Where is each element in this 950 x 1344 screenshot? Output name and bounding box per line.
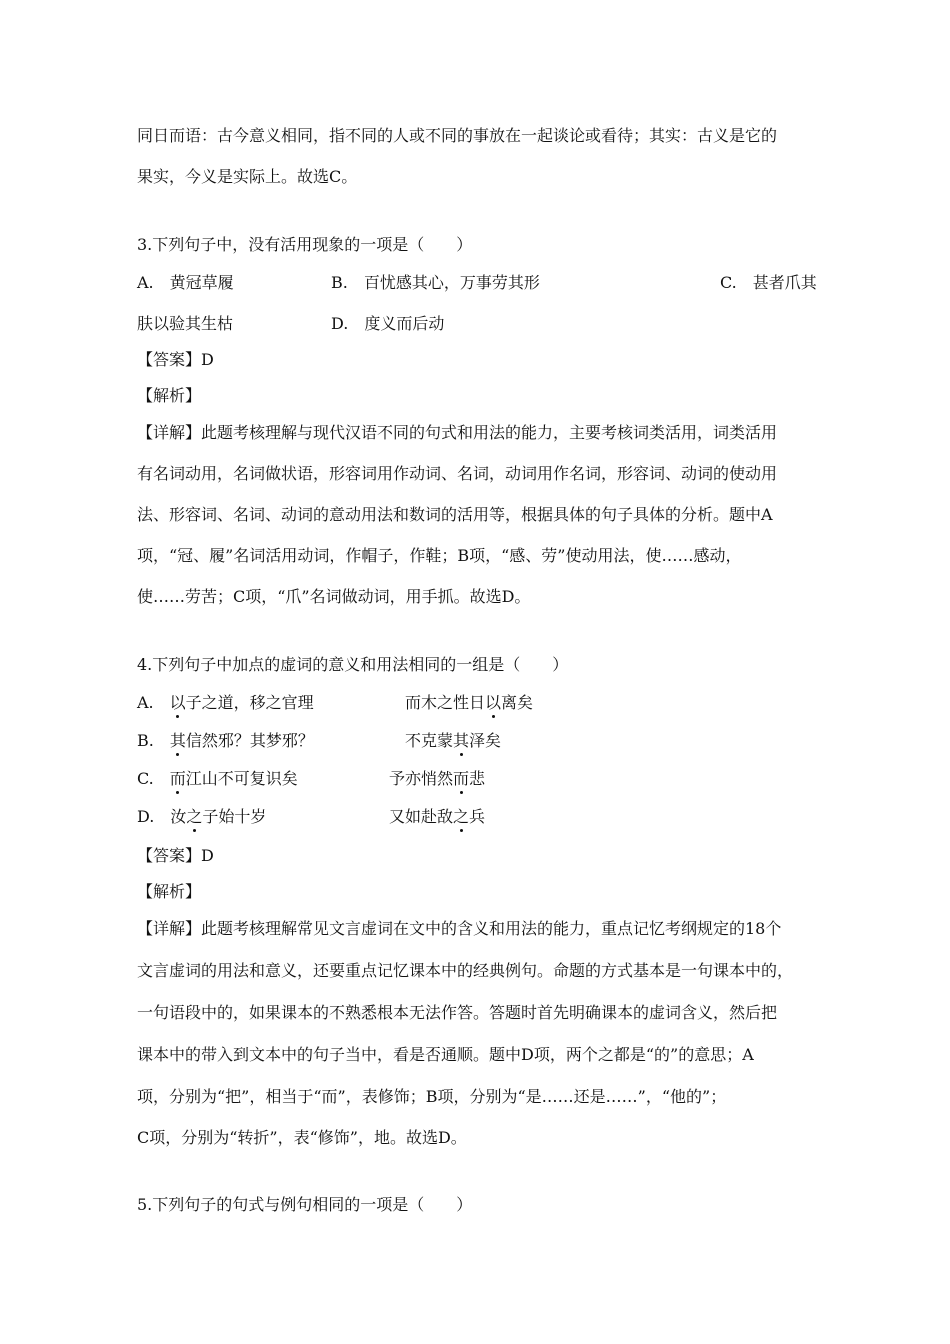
q4-stem: 4.下列句子中加点的虚词的意义和用法相同的一组是（ ） <box>137 655 569 674</box>
q3-option-a: A. 黄冠草履 <box>137 273 234 292</box>
q3-stem: 3.下列句子中，没有活用现象的一项是（ ） <box>137 235 473 254</box>
q4-detail-line: C项，分别为“转折”，表“修饰”，地。故选D。 <box>137 1128 467 1147</box>
q4-option-label: C. <box>137 769 154 788</box>
q4-detail-line: 文言虚词的用法和意义，还要重点记忆课本中的经典例句。命题的方式基本是一句课本中的， <box>137 961 794 980</box>
q4-detail-line: 【详解】此题考核理解常见文言虚词在文中的含义和用法的能力，重点记忆考纲规定的18个 <box>137 919 782 938</box>
q4-option-d-left: D. 汝之子始十岁 <box>137 807 267 826</box>
q3-answer: 【答案】D <box>137 350 214 369</box>
q4-option-label: B. <box>137 731 154 750</box>
dotted-word: 其 <box>453 731 470 750</box>
dotted-word: 以 <box>169 693 186 712</box>
q4-answer: 【答案】D <box>137 846 214 865</box>
q3-detail-line: 使……劳苦；C项，“爪”名词做动词，用手抓。故选D。 <box>137 587 531 606</box>
dotted-word: 而 <box>453 769 470 788</box>
dotted-word: 之 <box>453 807 470 826</box>
q5-stem: 5.下列句子的句式与例句相同的一项是（ ） <box>137 1195 473 1214</box>
dotted-word: 之 <box>186 807 203 826</box>
q4-option-d-right: 又如赴敌之兵 <box>389 807 486 826</box>
q4-detail-line: 项，分别为“把”，相当于“而”，表修饰；B项，分别为“是……还是……”，“他的”； <box>137 1087 727 1106</box>
q4-option-a-right: 而木之性日以离矣 <box>405 693 534 712</box>
q4-option-a-left: A. 以子之道，移之官理 <box>137 693 314 712</box>
q3-option-b: B. 百忧感其心，万事劳其形 <box>331 273 540 292</box>
dotted-word: 其 <box>169 731 186 750</box>
q4-option-c-left: C. 而江山不可复识矣 <box>137 769 298 788</box>
q4-option-label: A. <box>137 693 154 712</box>
dotted-word: 以 <box>485 693 502 712</box>
q3-analysis-label: 【解析】 <box>137 386 202 405</box>
q3-option-c: C. 甚者爪其 <box>720 273 817 292</box>
q4-detail-line: 课本中的带入到文本中的句子当中，看是否通顺。题中D项，两个之都是“的”的意思；A <box>137 1045 754 1064</box>
q3-detail-line: 项，“冠、履”名词活用动词，作帽子，作鞋；B项，“感、劳”使动用法，使……感动， <box>137 546 742 565</box>
q4-option-label: D. <box>137 807 155 826</box>
q3-detail-line: 法、形容词、名词、动词的意动用法和数词的活用等，根据具体的句子具体的分析。题中A <box>137 505 773 524</box>
q3-option-c-continued: 肤以验其生枯 <box>137 314 234 333</box>
q4-detail-line: 一句语段中的，如果课本的不熟悉根本无法作答。答题时首先明确课本的虚词含义，然后把 <box>137 1003 778 1022</box>
q3-detail-line: 【详解】此题考核理解与现代汉语不同的句式和用法的能力，主要考核词类活用，词类活用 <box>137 423 778 442</box>
q2-explanation-line-1: 同日而语：古今意义相同，指不同的人或不同的事放在一起谈论或看待；其实：古义是它的 <box>137 126 778 145</box>
q4-option-b-right: 不克蒙其泽矣 <box>405 731 502 750</box>
q3-detail-line: 有名词动用，名词做状语，形容词用作动词、名词，动词用作名词，形容词、动词的使动用 <box>137 464 778 483</box>
dotted-word: 而 <box>169 769 186 788</box>
q2-explanation-line-2: 果实，今义是实际上。故选C。 <box>137 167 358 186</box>
q4-option-c-right: 予亦悄然而悲 <box>389 769 486 788</box>
q3-option-d: D. 度义而后动 <box>331 314 445 333</box>
q4-analysis-label: 【解析】 <box>137 882 202 901</box>
q4-option-b-left: B. 其信然邪？其梦邪？ <box>137 731 314 750</box>
